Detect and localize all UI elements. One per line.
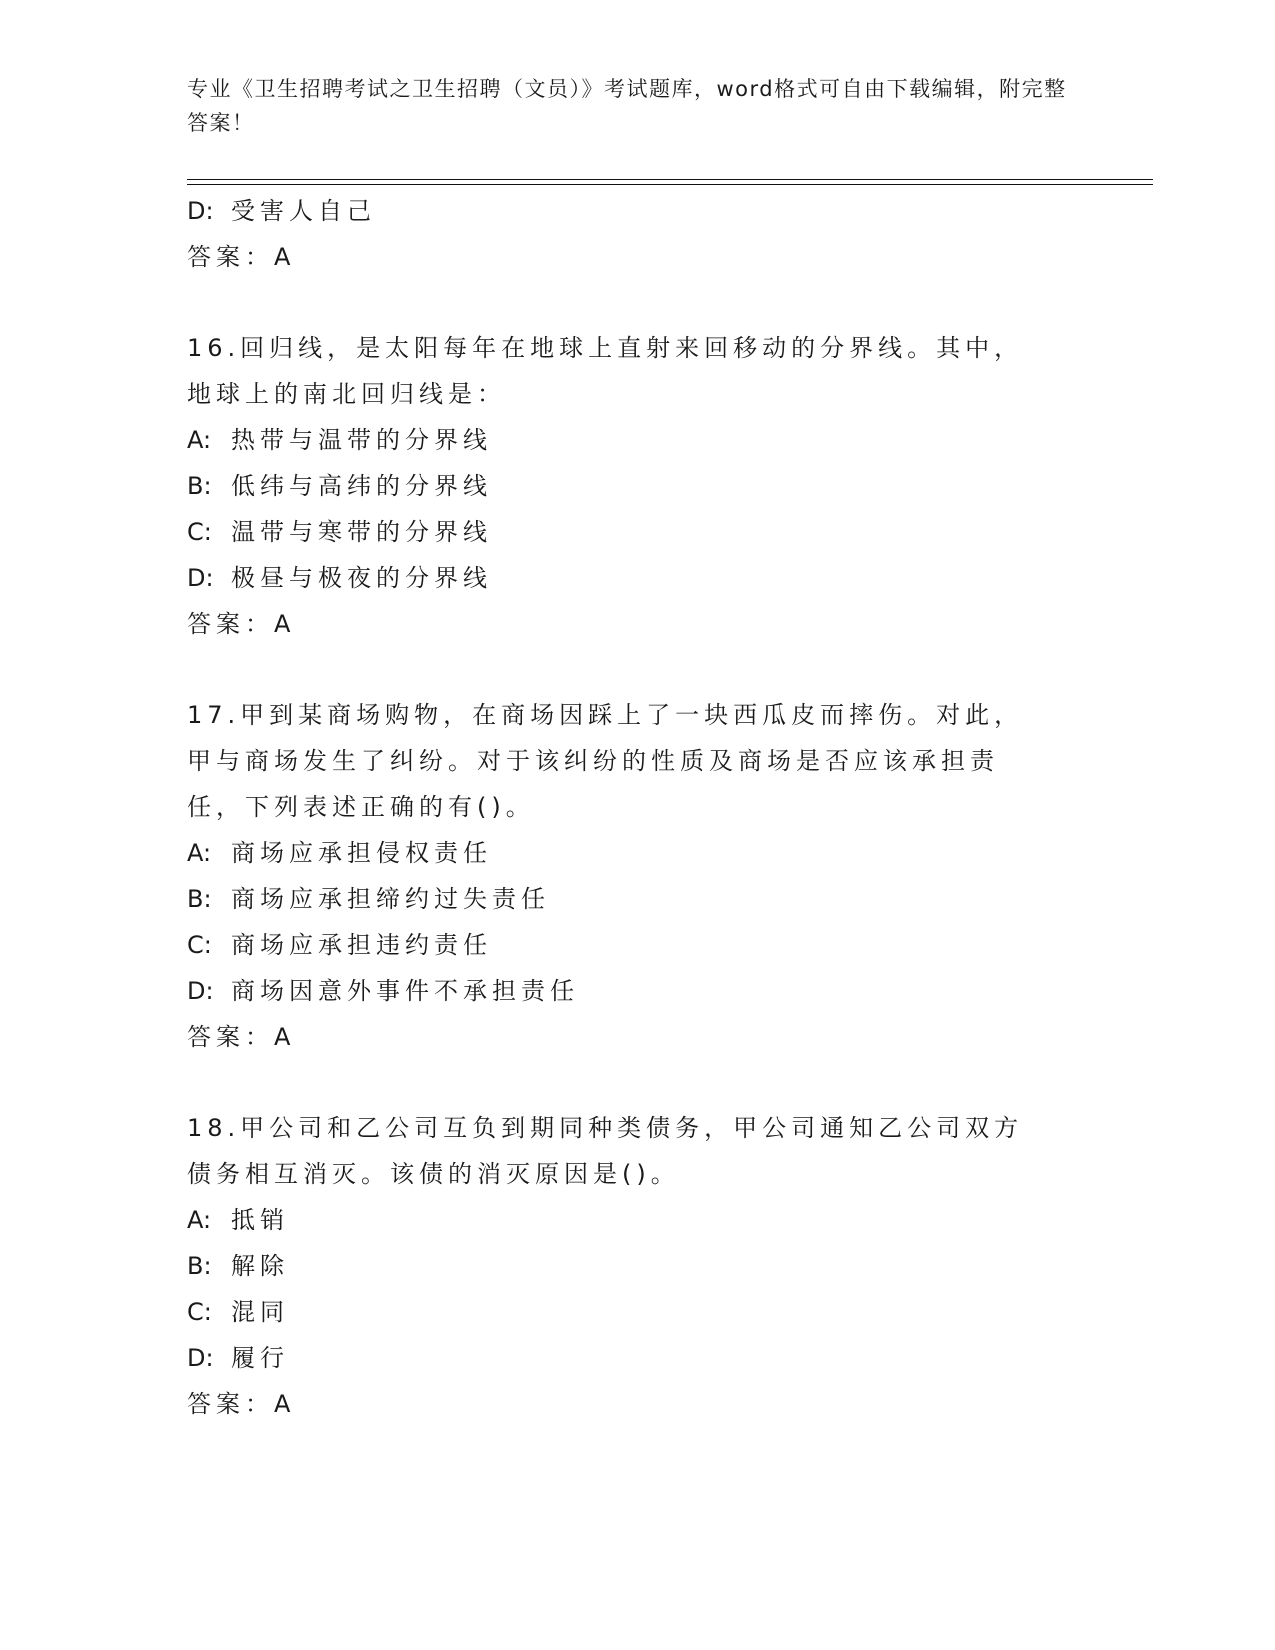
spacer: [187, 280, 1087, 325]
spacer: [187, 647, 1087, 692]
question-list: [187, 188, 1087, 1427]
option-d: [187, 555, 1087, 601]
option-b: [187, 463, 1087, 509]
option-text: 极昼与极夜的分界线: [231, 564, 492, 592]
option-d: [187, 1335, 1087, 1381]
option-text: 商场因意外事件不承担责任: [231, 977, 579, 1005]
answer-line: 答案：A: [187, 1023, 296, 1051]
option-b: [187, 876, 1087, 922]
option-text: 热带与温带的分界线: [231, 426, 492, 454]
header-divider-top: [187, 179, 1153, 180]
option-a: [187, 1197, 1087, 1243]
option-a: [187, 830, 1087, 876]
answer-line: 答案：A: [187, 243, 296, 271]
option-c: [187, 922, 1087, 968]
option-d: [187, 968, 1087, 1014]
option-letter: C:: [187, 1298, 212, 1326]
option-letter: D:: [187, 1344, 214, 1372]
question-18: [187, 1105, 1087, 1427]
option-text: 抵销: [231, 1206, 289, 1234]
option-letter: C:: [187, 931, 212, 959]
document-header: [187, 72, 1087, 140]
option-letter: C:: [187, 518, 212, 546]
option-text: 商场应承担违约责任: [231, 931, 492, 959]
option-text: 商场应承担侵权责任: [231, 839, 492, 867]
option-b: [187, 1243, 1087, 1289]
option-text: 解除: [231, 1252, 289, 1280]
header-text: 专业《卫生招聘考试之卫生招聘（文员）》考试题库，word格式可自由下载编辑，附完整答案！: [187, 77, 1067, 135]
question-stem: 18.甲公司和乙公司互负到期同种类债务，甲公司通知乙公司双方债务相互消灭。该债的消灭原因是()。: [187, 1114, 1024, 1188]
option-letter: D:: [187, 977, 214, 1005]
option-letter: A:: [187, 1206, 212, 1234]
answer-line: 答案：A: [187, 610, 296, 638]
option-letter: D:: [187, 197, 214, 225]
option-text: 商场应承担缔约过失责任: [231, 885, 550, 913]
answer-line: 答案：A: [187, 1390, 296, 1418]
option-text: 混同: [231, 1298, 289, 1326]
question-stem: 17.甲到某商场购物，在商场因踩上了一块西瓜皮而摔伤。对此，甲与商场发生了纠纷。对于该纠纷的性质及商场是否应该承担责任，下列表述正确的有()。: [187, 701, 1024, 821]
question-16: [187, 325, 1087, 647]
option-c: [187, 509, 1087, 555]
option-letter: D:: [187, 564, 214, 592]
option-a: [187, 417, 1087, 463]
option-letter: B:: [187, 1252, 212, 1280]
option-letter: B:: [187, 885, 212, 913]
question-stem: 16.回归线，是太阳每年在地球上直射来回移动的分界线。其中，地球上的南北回归线是：: [187, 334, 1024, 408]
spacer: [187, 1060, 1087, 1105]
header-divider-bottom: [187, 184, 1153, 185]
option-letter: A:: [187, 839, 212, 867]
option-letter: B:: [187, 472, 212, 500]
question-17: [187, 692, 1087, 1060]
option-d: [187, 188, 1087, 234]
option-text: 受害人自己: [231, 197, 376, 225]
option-c: [187, 1289, 1087, 1335]
option-text: 低纬与高纬的分界线: [231, 472, 492, 500]
option-letter: A:: [187, 426, 212, 454]
option-text: 温带与寒带的分界线: [231, 518, 492, 546]
option-text: 履行: [231, 1344, 289, 1372]
